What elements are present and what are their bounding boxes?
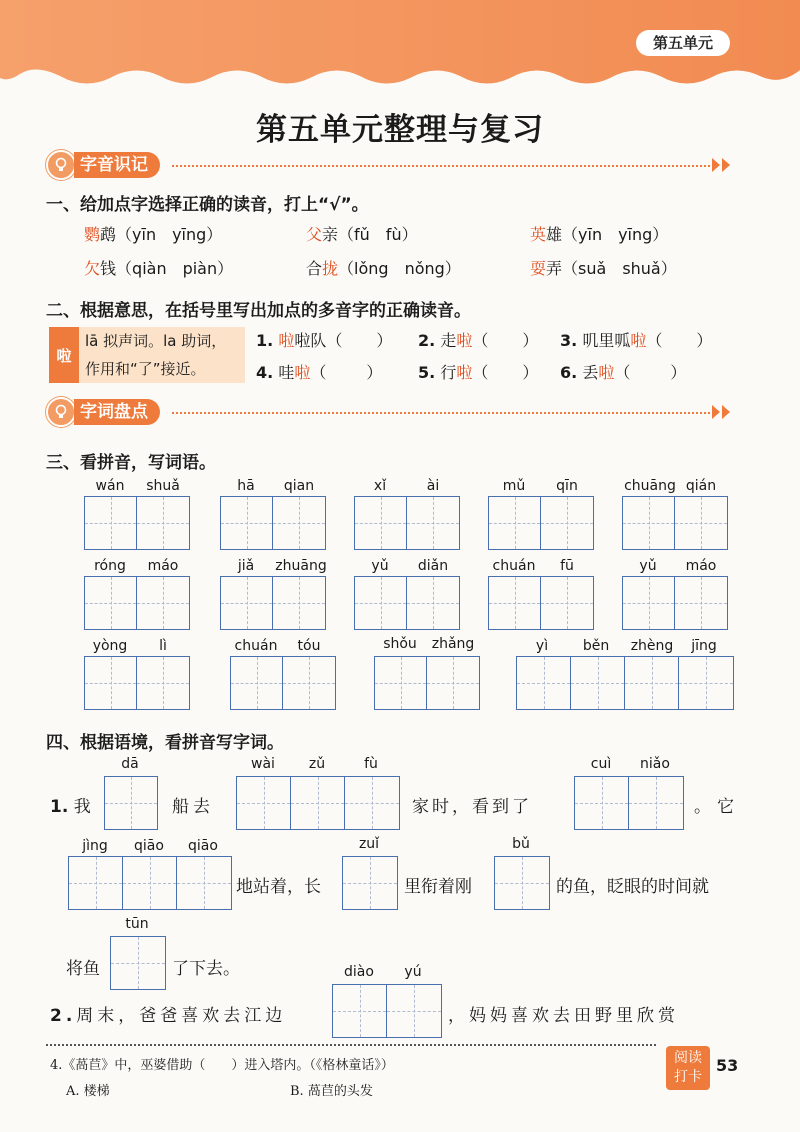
page-title: 第五单元整理与复习 [256, 112, 544, 148]
writing-grid[interactable] [220, 496, 326, 550]
footer-question: 4.《萵苣》中，巫婆借助（ ）进入塔内。（《格林童话》） [50, 1058, 394, 1073]
writing-grid[interactable] [354, 576, 460, 630]
pinyin: yǔ [371, 558, 389, 574]
reading-checkin-badge: 阅读 打卡 [666, 1046, 710, 1090]
pinyin: hā [237, 478, 255, 494]
q1-item-5: 合拢（lǒng nǒng） [306, 259, 461, 278]
q1-item-2: 父亲（fǔ fù） [306, 225, 418, 244]
pinyin: chuāng [624, 478, 676, 494]
context-text: 地站着，长 [236, 877, 321, 897]
pinyin: chuán [234, 638, 278, 654]
q2-item-1: 1. 啦啦队（ ） [256, 331, 393, 350]
question-3-title: 三、看拼音，写词语。 [46, 453, 216, 473]
pinyin: wán [95, 478, 125, 494]
writing-grid[interactable] [574, 776, 684, 830]
pinyin: zhuāng [275, 558, 327, 574]
writing-grid[interactable] [104, 776, 158, 830]
pinyin: wài [251, 756, 275, 772]
context-text: 船去 [172, 797, 214, 817]
context-text: 2.周末，爸爸喜欢去江边 [50, 1006, 287, 1026]
pinyin: lì [159, 638, 167, 654]
pinyin: qián [685, 478, 717, 494]
writing-grid[interactable] [84, 496, 190, 550]
context-text: 家时，看到了 [412, 797, 532, 817]
question-1-title: 一、给加点字选择正确的读音，打上“√”。 [46, 195, 369, 215]
footer-option-a: A. 楼梯 [66, 1084, 110, 1099]
pinyin: dā [121, 756, 139, 772]
writing-grid[interactable] [374, 656, 480, 710]
pinyin: diǎn [417, 558, 449, 574]
page-number: 53 [716, 1056, 739, 1075]
pinyin: róng [94, 558, 126, 574]
context-text: 1. 我 [50, 797, 91, 817]
writing-grid[interactable] [622, 496, 728, 550]
q1-item-3: 英雄（yīn yīng） [530, 225, 669, 244]
pinyin: tūn [125, 916, 149, 932]
q1-item-1: 鹦鹉（yīn yīng） [84, 225, 223, 244]
writing-grid[interactable] [236, 776, 400, 830]
pinyin: shuǎ [146, 478, 180, 494]
pinyin: diào [344, 964, 374, 980]
writing-grid[interactable] [84, 656, 190, 710]
pinyin: fù [364, 756, 378, 772]
writing-grid[interactable] [68, 856, 232, 910]
writing-grid[interactable] [354, 496, 460, 550]
lightbulb-icon [46, 150, 76, 180]
pinyin: niǎo [640, 756, 670, 772]
section-label-1: 字音识记 [74, 152, 160, 178]
writing-grid[interactable] [342, 856, 398, 910]
pinyin: zuǐ [358, 836, 380, 852]
writing-grid[interactable] [84, 576, 190, 630]
section-header-1 [46, 151, 160, 179]
context-text: 里衔着刚 [404, 877, 472, 897]
pinyin: máo [685, 558, 717, 574]
section-divider-2 [172, 412, 718, 414]
pinyin: yǔ [639, 558, 657, 574]
q2-item-2: 2. 走啦（ ） [418, 331, 539, 350]
section-header-2 [46, 398, 160, 426]
pinyin: jīng [691, 638, 717, 654]
writing-grid[interactable] [516, 656, 734, 710]
context-text: 。它 [694, 797, 740, 817]
q1-item-6: 耍弄（suǎ shuǎ） [530, 259, 677, 278]
pinyin: qiāo [134, 838, 164, 854]
pinyin: fū [560, 558, 574, 574]
writing-grid[interactable] [494, 856, 550, 910]
context-text: ，妈妈喜欢去田野里欣赏 [448, 1006, 679, 1026]
double-arrow-icon [712, 405, 734, 419]
writing-grid[interactable] [488, 576, 594, 630]
pinyin: shǒu [383, 636, 417, 652]
writing-grid[interactable] [488, 496, 594, 550]
section-label-2: 字词盘点 [74, 399, 160, 425]
q2-item-3: 3. 叽里呱啦（ ） [560, 331, 713, 350]
pinyin: bǔ [512, 836, 530, 852]
pinyin: mǔ [502, 478, 526, 494]
pinyin: jiǎ [237, 558, 255, 574]
unit-tag: 第五单元 [636, 30, 730, 56]
pinyin: zǔ [308, 756, 326, 772]
writing-grid[interactable] [622, 576, 728, 630]
pinyin: qian [283, 478, 315, 494]
q1-item-4: 欠钱（qiàn piàn） [84, 259, 234, 278]
writing-grid[interactable] [220, 576, 326, 630]
pinyin: qiāo [188, 838, 218, 854]
question-2-title: 二、根据意思，在括号里写出加点的多音字的正确读音。 [46, 301, 471, 321]
pinyin: jìng [82, 838, 108, 854]
footer-divider [46, 1044, 656, 1046]
section-divider-1 [172, 165, 718, 167]
context-text: 将鱼 [66, 959, 100, 979]
footer-option-b: B. 萵苣的头发 [290, 1084, 373, 1099]
lightbulb-icon [46, 397, 76, 427]
pinyin: zhǎng [431, 636, 475, 652]
polyphone-char: 啦 [49, 327, 79, 383]
polyphone-rule: lā 拟声词。la 助词， 作用和“了”接近。 [79, 327, 245, 383]
double-arrow-icon [712, 158, 734, 172]
writing-grid[interactable] [230, 656, 336, 710]
pinyin: chuán [492, 558, 536, 574]
pinyin: xǐ [373, 478, 387, 494]
pinyin: yú [404, 964, 422, 980]
pinyin: tóu [297, 638, 321, 654]
writing-grid[interactable] [332, 984, 442, 1038]
pinyin: zhèng [630, 638, 674, 654]
context-text: 了下去。 [172, 959, 240, 979]
pinyin: ài [426, 478, 440, 494]
question-4-title: 四、根据语境，看拼音写字词。 [46, 733, 284, 753]
q2-item-6: 6. 丢啦（ ） [560, 363, 687, 382]
pinyin: máo [147, 558, 179, 574]
q2-item-4: 4. 哇啦（ ） [256, 363, 383, 382]
context-text: 的鱼，眨眼的时间就 [556, 877, 709, 897]
writing-grid[interactable] [110, 936, 166, 990]
pinyin: běn [582, 638, 610, 654]
pinyin: yì [535, 638, 549, 654]
pinyin: yòng [92, 638, 128, 654]
q2-item-5: 5. 行啦（ ） [418, 363, 539, 382]
pinyin: cuì [590, 756, 612, 772]
pinyin: qīn [556, 478, 578, 494]
